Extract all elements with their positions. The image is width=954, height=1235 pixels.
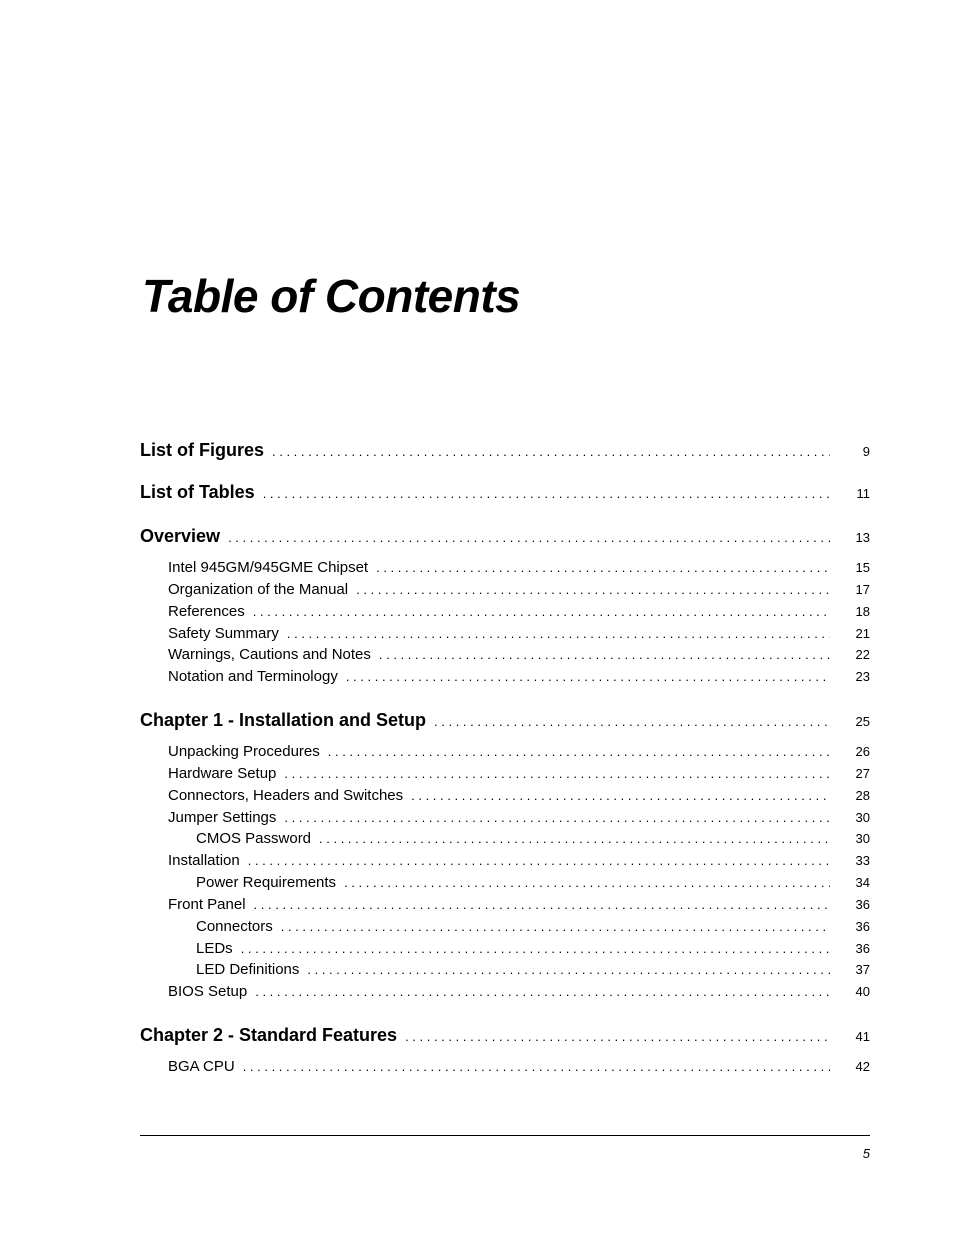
toc-entry-label: Front Panel: [168, 896, 246, 913]
toc-entry-page: 21: [855, 626, 870, 641]
toc-entry-label: BIOS Setup: [168, 983, 248, 1000]
toc-entry-warnings[interactable]: [140, 646, 870, 663]
toc-entry-label: BGA CPU: [168, 1058, 235, 1075]
toc-entry-unpacking[interactable]: [140, 743, 870, 760]
toc-entry-chapter-1[interactable]: [140, 710, 870, 731]
toc-entry-bios-setup[interactable]: [140, 983, 870, 1000]
toc-entry-page: 36: [855, 941, 870, 956]
dot-leader: [344, 875, 830, 891]
dot-leader: [287, 626, 830, 642]
toc-entry-jumper-settings[interactable]: [140, 809, 870, 826]
toc-entry-safety-summary[interactable]: [140, 625, 870, 642]
toc-entry-label: Chapter 1 - Installation and Setup: [140, 710, 427, 730]
dot-leader: [263, 486, 830, 502]
toc-entry-label: Intel 945GM/945GME Chipset: [168, 559, 369, 576]
dot-leader: [405, 1029, 830, 1045]
dot-leader: [228, 530, 830, 546]
toc-entry-page: 26: [855, 744, 870, 759]
toc-entry-page: 13: [855, 530, 870, 545]
toc-entry-label: Jumper Settings: [168, 809, 277, 826]
toc-entry-label: CMOS Password: [196, 830, 312, 847]
toc-entry-list-of-figures[interactable]: [140, 440, 870, 461]
page-title: Table of Contents: [142, 270, 521, 322]
toc-entry-label: Installation: [168, 852, 240, 869]
toc-entry-page: 41: [855, 1029, 870, 1044]
toc-entry-page: 30: [855, 831, 870, 846]
toc-entry-label: Power Requirements: [196, 874, 337, 891]
toc-entry-page: 22: [855, 647, 870, 662]
toc-entry-page: 25: [855, 714, 870, 729]
toc-entry-label: Organization of the Manual: [168, 581, 349, 598]
toc-entry-page: 40: [855, 984, 870, 999]
toc-entry-list-of-tables[interactable]: [140, 482, 870, 503]
toc-entry-page: 18: [855, 604, 870, 619]
toc-entry-cmos-password[interactable]: [140, 830, 870, 847]
toc-entry-references[interactable]: [140, 603, 870, 620]
page-number: 5: [862, 1146, 870, 1161]
dot-leader: [307, 962, 830, 978]
toc-entry-power-requirements[interactable]: [140, 874, 870, 891]
dot-leader: [272, 444, 830, 460]
toc-entry-overview[interactable]: [140, 526, 870, 547]
toc-entry-label: Connectors: [196, 918, 273, 935]
toc-entry-chapter-2[interactable]: [140, 1025, 870, 1046]
toc-entry-label: Connectors, Headers and Switches: [168, 787, 404, 804]
toc-entry-label: Chapter 2 - Standard Features: [140, 1025, 398, 1045]
toc-entry-label: LEDs: [196, 940, 233, 957]
dot-leader: [243, 1059, 830, 1075]
toc-entry-organization[interactable]: [140, 581, 870, 598]
toc-entry-page: 36: [855, 897, 870, 912]
toc-entry-page: 28: [855, 788, 870, 803]
toc-entry-page: 15: [855, 560, 870, 575]
toc-entry-label: Warnings, Cautions and Notes: [168, 646, 371, 663]
footer-divider: [140, 1135, 870, 1136]
toc-entry-bga-cpu[interactable]: [140, 1058, 870, 1075]
toc-entry-label: Hardware Setup: [168, 765, 277, 782]
toc-entry-label: List of Figures: [140, 440, 265, 460]
toc-entry-label: Notation and Terminology: [168, 668, 338, 685]
dot-leader: [319, 831, 830, 847]
dot-leader: [255, 984, 830, 1000]
toc-entry-label: Unpacking Procedures: [168, 743, 320, 760]
toc-entry-installation[interactable]: [140, 852, 870, 869]
toc-entry-page: 37: [855, 962, 870, 977]
toc-entry-page: 23: [855, 669, 870, 684]
toc-entry-label: Safety Summary: [168, 625, 279, 642]
dot-leader: [434, 714, 830, 730]
toc-entry-front-panel[interactable]: [140, 896, 870, 913]
dot-leader: [281, 919, 830, 935]
toc-entry-led-definitions[interactable]: [140, 961, 870, 978]
dot-leader: [376, 560, 830, 576]
toc-entry-page: 36: [855, 919, 870, 934]
toc-entry-hardware-setup[interactable]: [140, 765, 870, 782]
toc-entry-page: 9: [862, 444, 870, 459]
dot-leader: [346, 669, 830, 685]
dot-leader: [254, 897, 830, 913]
dot-leader: [328, 744, 830, 760]
dot-leader: [284, 810, 830, 826]
toc-entry-page: 11: [856, 486, 870, 501]
dot-leader: [284, 766, 830, 782]
dot-leader: [248, 853, 830, 869]
dot-leader: [241, 941, 830, 957]
toc-entry-leds[interactable]: [140, 940, 870, 957]
dot-leader: [379, 647, 830, 663]
toc-entry-page: 42: [855, 1059, 870, 1074]
toc-entry-chipset[interactable]: [140, 559, 870, 576]
toc-entry-notation[interactable]: [140, 668, 870, 685]
toc-entry-connectors-headers[interactable]: [140, 787, 870, 804]
dot-leader: [253, 604, 830, 620]
toc-entry-label: LED Definitions: [196, 961, 300, 978]
toc-entry-connectors[interactable]: [140, 918, 870, 935]
toc-entry-page: 30: [855, 810, 870, 825]
toc-entry-label: List of Tables: [140, 482, 255, 502]
toc-entry-page: 27: [855, 766, 870, 781]
toc-entry-page: 33: [855, 853, 870, 868]
dot-leader: [411, 788, 830, 804]
toc-entry-page: 34: [855, 875, 870, 890]
toc-entry-label: Overview: [140, 526, 221, 546]
toc-entry-page: 17: [855, 582, 870, 597]
toc-entry-label: References: [168, 603, 245, 620]
dot-leader: [356, 582, 830, 598]
